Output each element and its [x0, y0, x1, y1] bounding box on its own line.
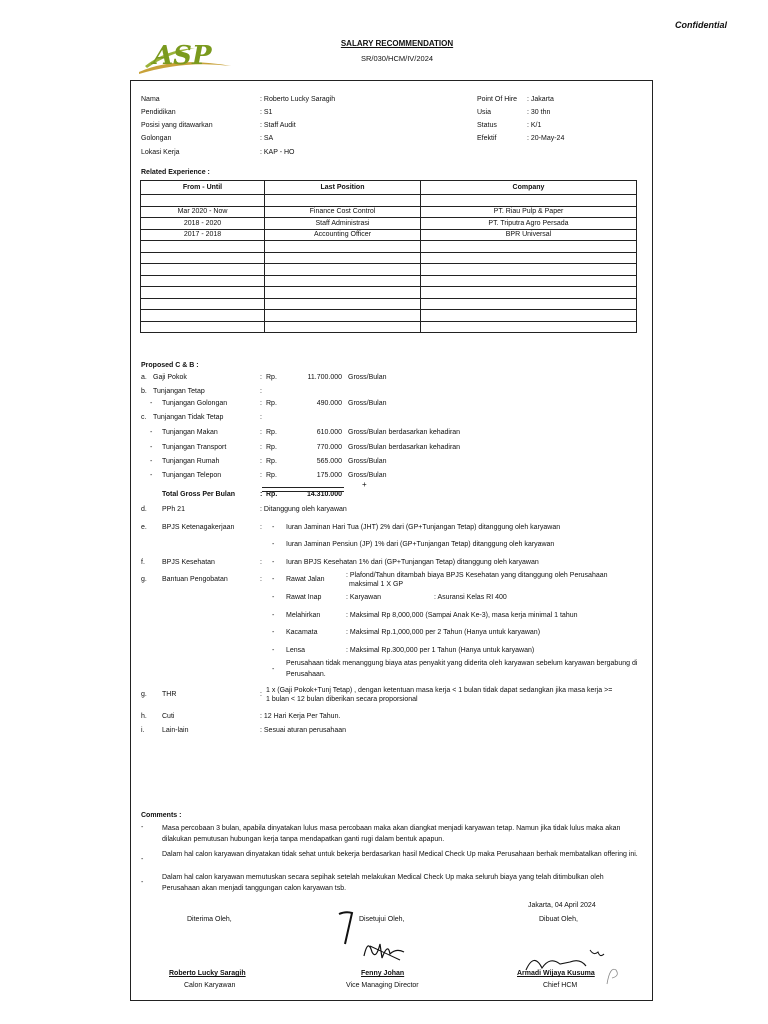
table-cell — [265, 264, 421, 276]
item-note: Gross/Bulan berdasarkan kehadiran — [348, 429, 461, 436]
table-cell — [421, 310, 637, 322]
info-label: Pendidikan — [141, 109, 176, 116]
total-label: Total Gross Per Bulan — [162, 491, 235, 498]
received-by-label: Diterima Oleh, — [187, 916, 232, 923]
table-header-row — [141, 181, 637, 195]
lain-label: Lain-lain — [162, 727, 189, 734]
info-value: : S1 — [260, 109, 273, 116]
table-cell — [421, 252, 637, 264]
item-colon: : — [260, 458, 262, 465]
table-cell: Mar 2020 - Now — [141, 206, 265, 218]
paraf-icon — [604, 962, 622, 988]
lain-text: : Sesuai aturan perusahaan — [260, 727, 347, 734]
item-mark: c. — [141, 414, 147, 421]
pengobatan-label: Bantuan Pengobatan — [162, 576, 228, 583]
item-mark: b. — [141, 388, 147, 395]
lensa-label: Lensa — [286, 647, 306, 654]
item-amount: 490.000 — [316, 400, 342, 407]
table-cell — [141, 287, 265, 299]
table-cell — [265, 275, 421, 287]
pengobatan-colon: : — [260, 576, 262, 583]
item-mark: i. — [141, 727, 145, 734]
pengobatan-note: Perusahaan tidak menanggung biaya atas penyakit yang diderita oleh karyawan sebelum karyawan bergabung di — [286, 660, 638, 667]
proposed-title: Proposed C & B : — [141, 362, 199, 369]
item-label: Gaji Pokok — [153, 374, 187, 381]
pph-label: PPh 21 — [162, 506, 185, 513]
table-row — [141, 298, 637, 310]
dash-bullet: - — [272, 524, 275, 531]
table-cell — [265, 252, 421, 264]
item-note: Gross/Bulan berdasarkan kehadiran — [348, 444, 461, 451]
table-cell: Staff Administrasi — [265, 218, 421, 230]
bpjs-kes-label: BPJS Kesehatan — [162, 559, 215, 566]
info-label: Lokasi Kerja — [141, 149, 180, 156]
document-number: SR/030/HCM/IV/2024 — [360, 54, 434, 63]
signature-fenny-icon — [360, 934, 410, 964]
comment-bullet: - — [141, 856, 144, 863]
item-amount: 610.000 — [316, 429, 342, 436]
table-row — [141, 321, 637, 333]
item-colon: : — [260, 400, 262, 407]
info-label: Status — [477, 122, 497, 129]
info-label: Nama — [141, 96, 160, 103]
bpjs-tk-jht: Iuran Jaminan Hari Tua (JHT) 2% dari (GP+Tunjangan Tetap) ditanggung oleh karyawan — [286, 524, 561, 531]
approved-title: Vice Managing Director — [346, 982, 419, 989]
initial-mark-icon — [336, 908, 356, 948]
item-mark: - — [150, 472, 153, 479]
info-value: : 20-May-24 — [527, 135, 565, 142]
info-label: Posisi yang ditawarkan — [141, 122, 213, 129]
table-cell: 2018 - 2020 — [141, 218, 265, 230]
thr-text-2: 1 bulan < 12 bulan diberikan secara proporsional — [266, 696, 418, 703]
experience-table — [140, 180, 637, 333]
item-mark: - — [150, 458, 153, 465]
thr-text: 1 x (Gaji Pokok+Tunj Tetap) , dengan ketentuan masa kerja < 1 bulan tidak dapat sedangkan jika masa kerja >= — [266, 687, 613, 694]
item-mark: - — [150, 400, 153, 407]
rawat-jalan-text: : Plafond/Tahun ditambah biaya BPJS Kesehatan yang ditanggung oleh Perusahaan — [346, 572, 608, 579]
document-title: SALARY RECOMMENDATION — [340, 39, 454, 48]
item-mark: h. — [141, 713, 147, 720]
item-label: Tunjangan Makan — [162, 429, 218, 436]
item-mark: f. — [141, 559, 145, 566]
table-cell — [265, 298, 421, 310]
dash-bullet: - — [272, 594, 275, 601]
dash-bullet: - — [272, 666, 275, 673]
table-cell — [265, 287, 421, 299]
total-amount: 14.310.000 — [306, 491, 342, 498]
table-cell — [421, 264, 637, 276]
item-colon: : — [260, 414, 262, 421]
table-cell: PT. Riau Pulp & Paper — [421, 206, 637, 218]
table-cell — [421, 321, 637, 333]
dash-bullet: - — [272, 647, 275, 654]
item-label: Tunjangan Tetap — [153, 388, 205, 395]
item-label: Tunjangan Golongan — [162, 400, 228, 407]
item-mark: - — [150, 429, 153, 436]
info-label: Usia — [477, 109, 492, 116]
table-cell — [141, 275, 265, 287]
info-value: : SA — [260, 135, 274, 142]
table-cell — [265, 321, 421, 333]
rawat-inap-label: Rawat Inap — [286, 594, 322, 601]
item-rp: Rp. — [266, 429, 277, 436]
comment-text: Dalam hal calon karyawan dinyatakan tidak sehat untuk bekerja berdasarkan hasil Medical Check Up maka Perusahaan berhak membatalkan offering ini. — [162, 851, 638, 858]
bpjs-tk-colon: : — [260, 524, 262, 531]
cuti-text: : 12 Hari Kerja Per Tahun. — [260, 713, 341, 720]
info-value: : 30 thn — [527, 109, 551, 116]
melahirkan-label: Melahirkan — [286, 612, 321, 619]
item-label: Tunjangan Transport — [162, 444, 227, 451]
item-amount: 565.000 — [316, 458, 342, 465]
approved-by-label: Disetujui Oleh, — [359, 916, 405, 923]
item-mark: - — [150, 444, 153, 451]
table-cell — [265, 241, 421, 253]
item-rp: Rp. — [266, 472, 277, 479]
item-mark: a. — [141, 374, 147, 381]
item-colon: : — [260, 388, 262, 395]
table-cell: PT. Triputra Agro Persada — [421, 218, 637, 230]
table-cell — [141, 321, 265, 333]
dash-bullet: - — [272, 629, 275, 636]
table-row — [141, 264, 637, 276]
rawat-inap-asuransi: : Asuransi Kelas RI 400 — [434, 594, 507, 601]
place-date: Jakarta, 04 April 2024 — [528, 902, 596, 909]
info-value: : Roberto Lucky Saragih — [260, 96, 336, 103]
received-name: Roberto Lucky Saragih — [169, 970, 246, 977]
pengobatan-note-2: Perusahaan. — [286, 671, 326, 678]
table-cell — [141, 310, 265, 322]
info-label: Golongan — [141, 135, 172, 142]
comment-text: Dalam hal calon karyawan memutuskan secara sepihak setelah melakukan Medical Check Up maka seluruh biaya yang telah ditimbulkan oleh Perusahaan akan menjadi tanggungan calon karyawan tsb. — [162, 874, 604, 892]
total-colon: : — [260, 491, 263, 498]
rawat-jalan-label: Rawat Jalan — [286, 576, 325, 583]
table-cell — [421, 287, 637, 299]
comment-text: Masa percobaan 3 bulan, apabila dinyatakan lulus masa percobaan maka akan diangkat menjadi karyawan tetap. Namun jika tidak lulus maka akan dilakukan pemutusan hubungan kerja tanpa mendapatkan ganti rugi dalam bentuk apapun. — [162, 825, 621, 843]
bpjs-tk-label: BPJS Ketenagakerjaan — [162, 524, 235, 531]
svg-text:ASP: ASP — [153, 41, 212, 71]
dash-bullet: - — [272, 576, 275, 583]
kacamata-label: Kacamata — [286, 629, 318, 636]
table-cell: BPR Universal — [421, 229, 637, 241]
table-cell — [141, 298, 265, 310]
pph-text: : Ditanggung oleh karyawan — [260, 506, 347, 513]
dash-bullet: - — [272, 559, 275, 566]
table-cell — [421, 275, 637, 287]
rawat-jalan-text-2: maksimal 1 X GP — [349, 581, 404, 588]
table-cell — [265, 310, 421, 322]
bpjs-kes-text: Iuran BPJS Kesehatan 1% dari (GP+Tunjangan Tetap) ditanggung oleh karyawan — [286, 559, 539, 566]
item-label: Tunjangan Telepon — [162, 472, 222, 479]
item-colon: : — [260, 444, 262, 451]
item-note: Gross/Bulan — [348, 472, 387, 479]
table-row — [141, 206, 637, 218]
sum-plus-sign: + — [362, 480, 367, 489]
column-header: Company — [421, 181, 637, 195]
item-mark: g. — [141, 576, 147, 583]
info-value: : Staff Audit — [260, 122, 296, 129]
table-row — [141, 275, 637, 287]
received-title: Calon Karyawan — [184, 982, 236, 989]
melahirkan-text: : Maksimal Rp 8,000,000 (Sampai Anak Ke-3), masa kerja minimal 1 tahun — [346, 612, 578, 619]
table-cell — [141, 195, 265, 207]
item-note: Gross/Bulan — [348, 400, 387, 407]
total-rp: Rp. — [266, 491, 278, 498]
table-cell — [265, 195, 421, 207]
made-name: Armadi Wijaya Kusuma — [517, 970, 595, 977]
info-label: Efektif — [477, 135, 497, 142]
thr-colon: : — [260, 691, 262, 698]
item-label: Tunjangan Tidak Tetap — [153, 414, 224, 421]
table-row — [141, 310, 637, 322]
item-rp: Rp. — [266, 444, 277, 451]
company-logo — [135, 36, 235, 78]
column-header: From - Until — [141, 181, 265, 195]
table-cell: 2017 - 2018 — [141, 229, 265, 241]
info-value: : KAP - HO — [260, 149, 295, 156]
item-note: Gross/Bulan — [348, 374, 387, 381]
item-colon: : — [260, 374, 262, 381]
item-rp: Rp. — [266, 458, 277, 465]
info-value: : K/1 — [527, 122, 542, 129]
experience-title: Related Experience : — [141, 169, 210, 176]
lensa-text: : Maksimal Rp.300,000 per 1 Tahun (Hanya untuk karyawan) — [346, 647, 535, 654]
table-row — [141, 287, 637, 299]
table-cell — [421, 298, 637, 310]
table-cell — [141, 252, 265, 264]
asp-logo-icon — [135, 36, 235, 78]
thr-label: THR — [162, 691, 177, 698]
info-label: Point Of Hire — [477, 96, 518, 103]
rawat-inap-karyawan: : Karyawan — [346, 594, 382, 601]
comments-title: Comments : — [141, 812, 182, 819]
dash-bullet: - — [272, 612, 275, 619]
column-header: Last Position — [265, 181, 421, 195]
item-amount: 11.700.000 — [307, 374, 342, 381]
confidential-label: Confidential — [675, 20, 727, 30]
approved-name: Fenny Johan — [361, 970, 405, 977]
item-label: Tunjangan Rumah — [162, 458, 220, 465]
item-amount: 770.000 — [316, 444, 342, 451]
made-by-label: Dibuat Oleh, — [539, 916, 578, 923]
info-value: : Jakarta — [527, 96, 554, 103]
kacamata-text: : Maksimal Rp.1,000,000 per 2 Tahun (Hanya untuk karyawan) — [346, 629, 541, 636]
item-colon: : — [260, 472, 262, 479]
table-cell: Finance Cost Control — [265, 206, 421, 218]
bpjs-tk-jp: Iuran Jaminan Pensiun (JP) 1% dari (GP+Tunjangan Tetap) ditanggung oleh karyawan — [286, 541, 555, 548]
item-rp: Rp. — [266, 374, 277, 381]
table-row — [141, 229, 637, 241]
table-row — [141, 218, 637, 230]
item-colon: : — [260, 429, 262, 436]
item-mark: g. — [141, 691, 147, 698]
item-note: Gross/Bulan — [348, 458, 387, 465]
table-row — [141, 241, 637, 253]
cuti-label: Cuti — [162, 713, 175, 720]
bpjs-kes-colon: : — [260, 559, 262, 566]
table-cell — [141, 264, 265, 276]
made-title: Chief HCM — [543, 982, 578, 989]
table-cell — [421, 241, 637, 253]
item-mark: e. — [141, 524, 147, 531]
table-row — [141, 252, 637, 264]
comment-bullet: - — [141, 824, 144, 831]
item-rp: Rp. — [266, 400, 277, 407]
table-row — [141, 195, 637, 207]
dash-bullet: - — [272, 541, 275, 548]
item-mark: d. — [141, 506, 147, 513]
table-cell — [421, 195, 637, 207]
item-amount: 175.000 — [316, 472, 342, 479]
comment-bullet: - — [141, 879, 144, 886]
table-cell — [141, 241, 265, 253]
table-cell: Accounting Officer — [265, 229, 421, 241]
